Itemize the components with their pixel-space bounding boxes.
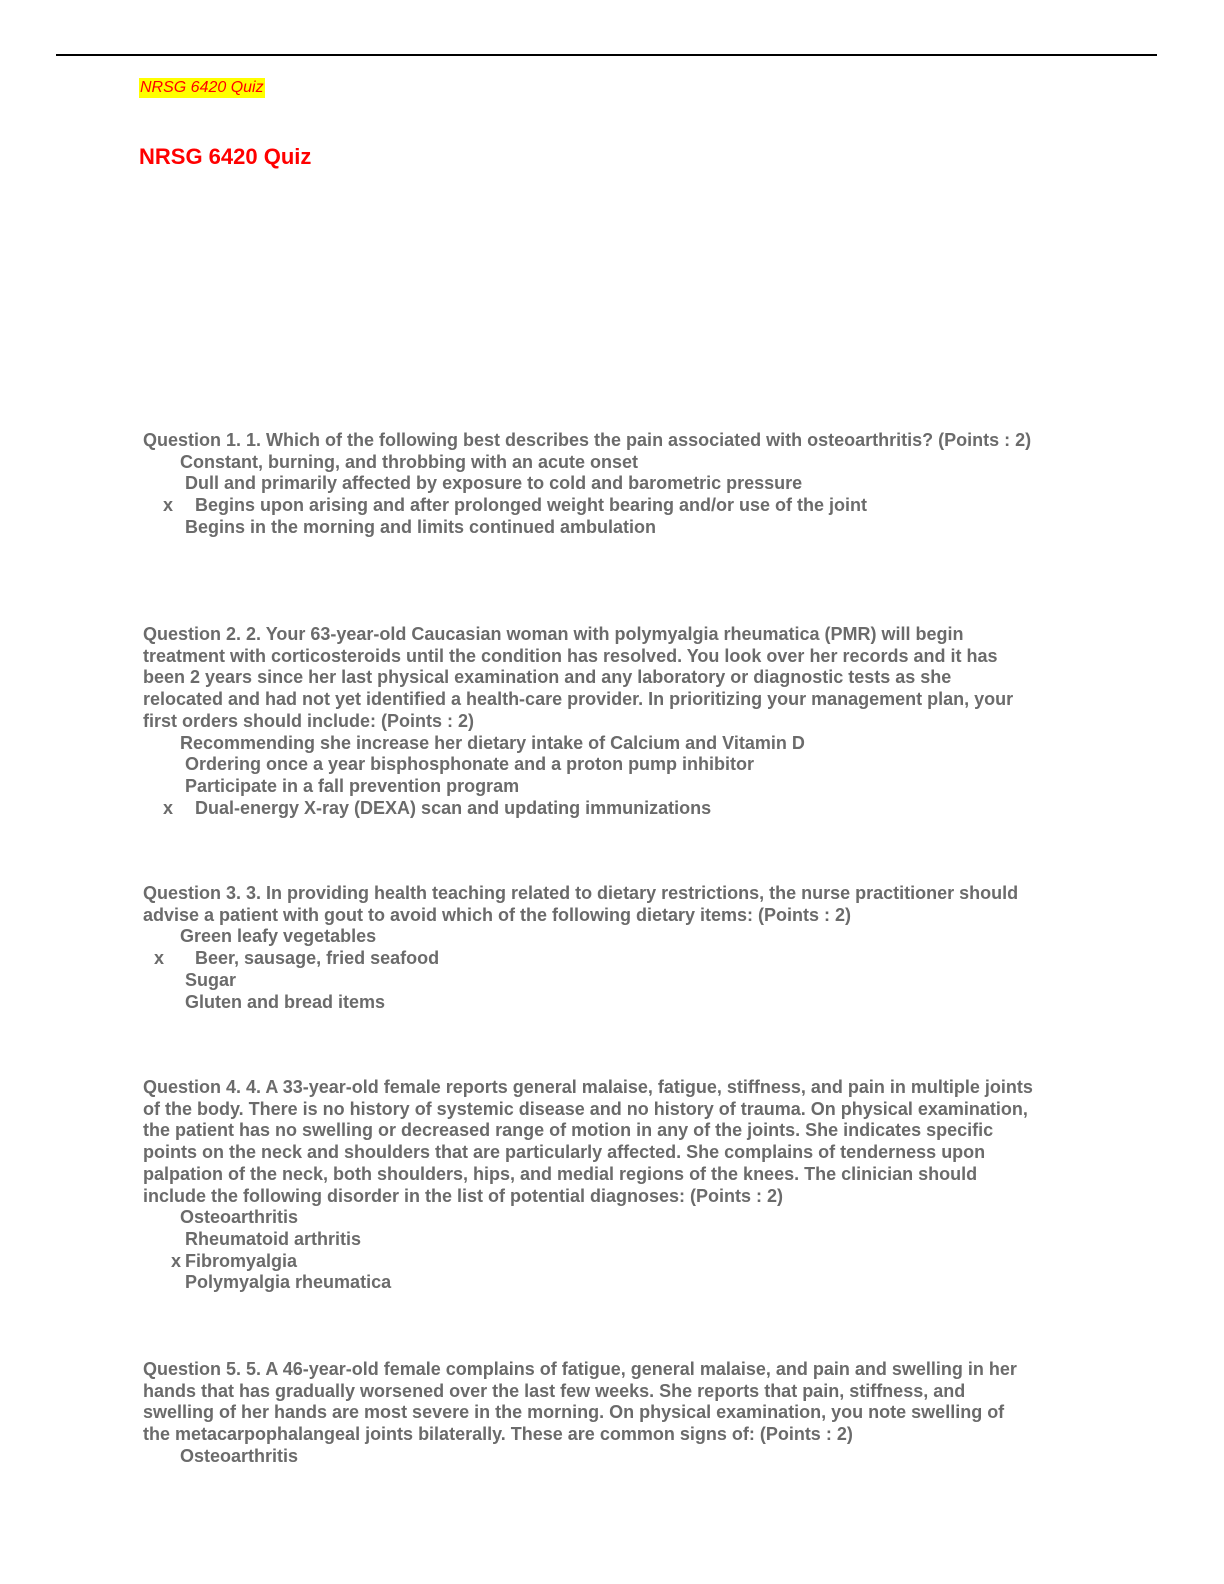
option-label: Rheumatoid arthritis bbox=[185, 1228, 362, 1249]
option-label: Fibromyalgia bbox=[185, 1250, 298, 1271]
question-5 bbox=[143, 1359, 1033, 1468]
top-rule bbox=[56, 54, 1157, 56]
question-text: Question 2. 2. Your 63-year-old Caucasian woman with polymyalgia rheumatica (PMR) will begin treatment with corticosteroids until the condition has resolved. You look over her records and it has been 2 years since her last physical examination and any laboratory or diagnostic tests as she relocated and had not yet identified a health-care provider. In prioritizing your management plan, your first orders should include: (Points : 2) bbox=[143, 624, 1014, 731]
answer-options bbox=[143, 1446, 1033, 1468]
selected-mark: x bbox=[163, 495, 174, 516]
option-label: Osteoarthritis bbox=[180, 1207, 299, 1228]
answer-option-selected[interactable] bbox=[143, 948, 1033, 970]
question-2 bbox=[143, 624, 1033, 819]
header-tag: NRSG 6420 Quiz bbox=[140, 79, 264, 96]
answer-options bbox=[143, 452, 1033, 539]
answer-option[interactable] bbox=[143, 1272, 1033, 1294]
selected-mark: x bbox=[163, 797, 174, 818]
option-label: Beer, sausage, fried seafood bbox=[195, 948, 440, 969]
answer-option[interactable] bbox=[143, 776, 1033, 798]
answer-option-selected[interactable] bbox=[143, 1251, 1033, 1273]
question-text: Question 3. 3. In providing health teaching related to dietary restrictions, the nurse practitioner should advise a patient with gout to avoid which of the following dietary items: (Points : 2) bbox=[143, 883, 1019, 925]
question-4 bbox=[143, 1077, 1033, 1294]
answer-option[interactable] bbox=[143, 1446, 1033, 1468]
selected-mark: x bbox=[171, 1250, 182, 1271]
question-text: Question 4. 4. A 33-year-old female reports general malaise, fatigue, stiffness, and pain in multiple joints of the body. There is no history of systemic disease and no history of trauma. On physical examination, the patient has no swelling or decreased range of motion in any of the joints. She indicates specific points on the neck and shoulders that are particularly affected. She complains of tenderness upon palpation of the neck, both shoulders, hips, and medial regions of the knees. The clinician should include the following disorder in the list of potential diagnoses: (Points : 2) bbox=[143, 1077, 1033, 1206]
answer-options bbox=[143, 1207, 1033, 1294]
answer-options bbox=[143, 733, 1033, 820]
answer-option[interactable] bbox=[143, 517, 1033, 539]
answer-option-selected[interactable] bbox=[143, 798, 1033, 820]
question-3 bbox=[143, 883, 1033, 1013]
answer-option[interactable] bbox=[143, 926, 1033, 948]
option-label: Begins in the morning and limits continued ambulation bbox=[185, 516, 657, 537]
option-label: Green leafy vegetables bbox=[180, 926, 377, 947]
answer-option[interactable] bbox=[143, 1207, 1033, 1229]
option-label: Recommending she increase her dietary intake of Calcium and Vitamin D bbox=[180, 732, 805, 753]
option-label: Participate in a fall prevention program bbox=[185, 775, 520, 796]
option-label: Constant, burning, and throbbing with an acute onset bbox=[180, 451, 638, 472]
answer-option[interactable] bbox=[143, 1229, 1033, 1251]
question-1 bbox=[143, 430, 1033, 539]
answer-option[interactable] bbox=[143, 970, 1033, 992]
option-label: Sugar bbox=[185, 969, 237, 990]
option-label: Gluten and bread items bbox=[185, 991, 386, 1012]
selected-mark: x bbox=[154, 948, 165, 969]
option-label: Polymyalgia rheumatica bbox=[185, 1272, 392, 1293]
question-text: Question 1. 1. Which of the following best describes the pain associated with osteoarthritis? (Points : 2) bbox=[143, 430, 1032, 450]
answer-option[interactable] bbox=[143, 733, 1033, 755]
question-text: Question 5. 5. A 46-year-old female complains of fatigue, general malaise, and pain and swelling in her hands that has gradually worsened over the last few weeks. She reports that pain, stiffness, and swelling of her hands are most severe in the morning. On physical examination, you note swelling of the metacarpophalangeal joints bilaterally. These are common signs of: (Points : 2) bbox=[143, 1359, 1017, 1445]
answer-option[interactable] bbox=[143, 754, 1033, 776]
document-title: NRSG 6420 Quiz bbox=[139, 144, 312, 169]
option-label: Dual-energy X-ray (DEXA) scan and updating immunizations bbox=[195, 797, 712, 818]
answer-option-selected[interactable] bbox=[143, 495, 1033, 517]
answer-option[interactable] bbox=[143, 992, 1033, 1014]
answer-option[interactable] bbox=[143, 452, 1033, 474]
option-label: Dull and primarily affected by exposure to cold and barometric pressure bbox=[185, 473, 803, 494]
option-label: Ordering once a year bisphosphonate and a proton pump inhibitor bbox=[185, 754, 755, 775]
option-label: Begins upon arising and after prolonged weight bearing and/or use of the joint bbox=[195, 495, 868, 516]
answer-option[interactable] bbox=[143, 473, 1033, 495]
option-label: Osteoarthritis bbox=[180, 1445, 299, 1466]
answer-options bbox=[143, 926, 1033, 1013]
